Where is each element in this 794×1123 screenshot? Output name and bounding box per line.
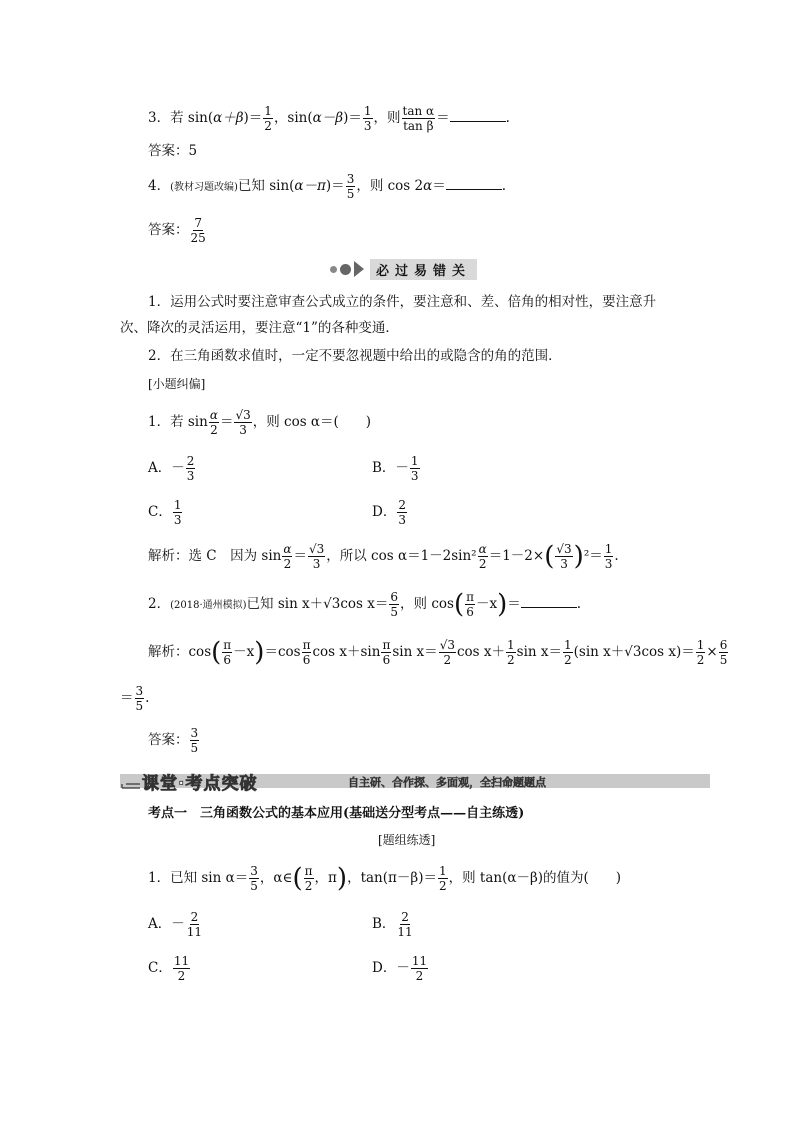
fraction-numerator: 1 [696, 638, 705, 652]
fraction [696, 638, 706, 667]
fraction-denominator: 6 [302, 653, 311, 667]
fraction [222, 638, 232, 667]
exercise-1-option-b[interactable]: B． $\frac{2}{11}$ [372, 910, 413, 939]
answer-4: 答案： $\frac{7}{25}$ [148, 216, 206, 245]
question-3: 3．若 sin(α＋β)＝ $\frac{1}{2}$ ，sin(α－β)＝ $\frac{1}{3}$ ，则 $\frac{\text{tan α}}{\text{tan β}}$ ＝ . [148, 104, 510, 133]
fraction-denominator: 2 [415, 969, 424, 983]
source-tag: (2018·通州模拟) [170, 600, 247, 611]
fraction-numerator: α [283, 542, 292, 556]
fraction-denominator: tan β [403, 119, 434, 133]
parenthesis: ) [254, 637, 265, 668]
option-a[interactable]: A．－ $\frac{2}{3}$ [148, 454, 195, 483]
fraction [302, 638, 312, 667]
parenthesis: ( [211, 637, 222, 668]
fraction-numerator: 1 [363, 104, 372, 118]
fraction [249, 864, 259, 893]
fraction-denominator: 2 [696, 653, 705, 667]
fraction-denominator: 2 [478, 557, 487, 571]
answer-problem-2: 答案： $\frac{3}{5}$ [148, 726, 199, 755]
fraction [439, 638, 456, 667]
fraction-numerator: π [382, 638, 391, 652]
parenthesis: ( [544, 541, 555, 572]
fraction [186, 454, 196, 483]
parenthesis: ( [453, 589, 465, 620]
fraction-denominator: 3 [312, 557, 321, 571]
fraction [381, 638, 391, 667]
exercise-1-option-c[interactable]: C． $\frac{11}{2}$ [148, 954, 190, 983]
fraction-numerator: π [223, 638, 232, 652]
fraction [397, 498, 407, 527]
fraction-numerator: 2 [186, 454, 195, 468]
fraction [346, 172, 356, 201]
fraction-denominator: 2 [177, 969, 186, 983]
fraction [555, 542, 572, 571]
fraction-numerator: 1 [410, 454, 419, 468]
fraction [308, 542, 325, 571]
fraction-denominator: 2 [443, 653, 452, 667]
fraction-denominator: 3 [363, 119, 372, 133]
answer-blank [450, 109, 506, 122]
problem-1: 1．若 sin $\frac{\alpha}{2}$ ＝ $\frac{√3}{3}$ ，则 cos α＝( ) [148, 408, 372, 437]
fraction-numerator: 11 [411, 954, 428, 968]
banner-subtitle: 自主研、合作探、多面观，全扫命题题点 [348, 776, 546, 789]
fraction-denominator: 5 [250, 879, 258, 893]
fraction [465, 590, 475, 619]
fraction [282, 542, 292, 571]
fraction-numerator: 3 [190, 726, 199, 740]
fraction-numerator: 2 [401, 910, 409, 924]
fraction-denominator: 3 [173, 513, 182, 527]
fraction-numerator: 3 [346, 172, 355, 186]
problem-1-solution: 解析：选 C 因为 sin $\frac{\alpha}{2}$ ＝ $\frac{√3}{3}$ ，所以 cos α＝1－2sin² $\frac{\alpha}{2}$ ＝1－2×( $\frac{√3}{3}$ )²＝ $\frac{1}{3}$ . [148, 541, 619, 572]
parenthesis: ( [292, 863, 303, 894]
fraction-denominator: 11 [397, 925, 413, 939]
banner-title: 课堂·考点突破 [142, 774, 258, 794]
fraction-numerator: √3 [556, 542, 572, 556]
answer-blank [521, 595, 577, 608]
note-1-line-2: 次、降次的灵活运用，要注意“1”的各种变通． [120, 320, 399, 336]
fraction-denominator: 11 [186, 925, 203, 939]
tizu-label: [题组练透] [378, 833, 436, 847]
kaodian-title: 考点一 三角函数公式的基本应用(基础送分型考点——自主练透) [148, 806, 525, 821]
fraction [506, 638, 516, 667]
fraction-numerator: 1 [564, 638, 572, 652]
fraction-numerator: α [209, 408, 218, 422]
fraction [263, 104, 273, 133]
fraction-numerator: 2 [398, 498, 406, 512]
fraction-denominator: 2 [283, 557, 292, 571]
problem-2: 2．(2018·通州模拟)已知 sin x＋√3cos x＝ $\frac{6}{5}$ ，则 cos( $\frac{\pi}{6}$ －x)＝ . [148, 589, 582, 620]
fraction-denominator: 3 [604, 557, 613, 571]
source-tag: (教材习题改编) [170, 182, 238, 193]
fraction-denominator: 3 [186, 469, 195, 483]
note-2: 2．在三角函数求值时，一定不要忽视题中给出的或隐含的角的范围． [148, 348, 562, 364]
fraction-denominator: 6 [466, 605, 474, 619]
option-c[interactable]: C． $\frac{1}{3}$ [148, 498, 182, 527]
xiaoti-label: [小题纠偏] [148, 377, 206, 391]
fraction-denominator: 3 [410, 469, 419, 483]
fraction [363, 104, 373, 133]
fraction [234, 408, 251, 437]
fraction-numerator: α [478, 542, 487, 556]
fraction [563, 638, 573, 667]
fraction [135, 684, 145, 713]
fraction-numerator: 1 [173, 498, 182, 512]
question-4: 4．(教材习题改编)已知 sin(α－π)＝ $\frac{3}{5}$ ，则 cos 2α＝ . [148, 172, 507, 201]
exercise-1-option-a[interactable]: A．－ $\frac{2}{11}$ [148, 910, 203, 939]
fraction-numerator: 1 [507, 638, 515, 652]
fraction-numerator: 6 [390, 590, 399, 604]
fraction-numerator: 3 [135, 684, 144, 698]
fraction [304, 864, 314, 893]
fraction [173, 498, 183, 527]
problem-2-solution-line-2: ＝ $\frac{3}{5}$ . [120, 684, 150, 713]
fraction-numerator: 6 [719, 638, 728, 652]
fraction-numerator: 3 [250, 864, 258, 878]
fraction-denominator: 3 [398, 513, 406, 527]
problem-2-solution: 解析：cos( $\frac{\pi}{6}$ －x)＝cos $\frac{\pi}{6}$ cos x＋sin $\frac{\pi}{6}$ sin x＝ $\frac{√3}{2}$ cos x＋ $\frac{1}{2}$ sin x＝ $\frac{1}{2}$ (sin x＋√3cos x)＝ $\frac{1}{2}$ × $\frac{6}{5}$ [148, 637, 728, 668]
answer-3: 答案：5 [148, 143, 198, 159]
fraction [410, 454, 420, 483]
stripe-lines-icon [120, 772, 140, 790]
fraction-numerator: tan α [402, 104, 435, 118]
fraction-numerator: 7 [194, 216, 202, 230]
fraction-numerator: √3 [308, 542, 325, 556]
fraction-denominator: 5 [719, 653, 728, 667]
fraction [190, 726, 200, 755]
fraction-denominator: 5 [190, 741, 199, 755]
fraction [719, 638, 729, 667]
fraction-denominator: 5 [346, 187, 355, 201]
fraction-denominator: 2 [507, 653, 515, 667]
fraction-denominator: 2 [210, 423, 218, 437]
fraction [438, 864, 448, 893]
fraction-numerator: π [302, 638, 311, 652]
fraction [173, 954, 190, 983]
fraction [186, 910, 203, 939]
fraction-denominator: 3 [560, 557, 568, 571]
fraction-numerator: π [466, 590, 474, 604]
fraction [604, 542, 614, 571]
fraction-denominator: 5 [135, 699, 144, 713]
exercise-1-option-d[interactable]: D．－ $\frac{11}{2}$ [372, 954, 428, 983]
fraction-denominator: 2 [304, 879, 313, 893]
section-header [330, 259, 477, 279]
fraction [190, 216, 207, 245]
fraction-denominator: 2 [564, 653, 572, 667]
fraction-numerator: 1 [604, 542, 613, 556]
fraction-numerator: √3 [439, 638, 455, 652]
fraction [209, 408, 219, 437]
option-d[interactable]: D． $\frac{2}{3}$ [372, 498, 406, 527]
fraction-denominator: 2 [438, 879, 447, 893]
fraction-numerator: √3 [235, 408, 251, 422]
fraction-numerator: 1 [438, 864, 447, 878]
exercise-1: 1．已知 sin α＝ $\frac{3}{5}$ ，α∈( $\frac{\pi}{2}$ ，π)，tan(π－β)＝ $\frac{1}{2}$ ，则 tan(α－β)的值为( ) [148, 863, 622, 894]
fraction [411, 954, 428, 983]
parenthesis: ) [573, 541, 584, 572]
fraction-numerator: 1 [264, 104, 272, 118]
dot-dot-arrow-icon [330, 261, 364, 277]
fraction-denominator: 25 [190, 231, 206, 245]
fraction [389, 590, 399, 619]
fraction-denominator: 6 [223, 653, 232, 667]
section-banner [120, 772, 710, 794]
answer-blank [446, 177, 502, 190]
fraction-denominator: 2 [264, 119, 272, 133]
section-title: 必过易错关 [370, 259, 477, 280]
parenthesis: ) [497, 589, 508, 620]
fraction-numerator: π [304, 864, 313, 878]
fraction [396, 910, 413, 939]
fraction-denominator: 3 [239, 423, 247, 437]
fraction [478, 542, 488, 571]
fraction-numerator: 2 [190, 910, 199, 924]
fraction-denominator: 5 [390, 605, 399, 619]
parenthesis: ) [336, 863, 348, 894]
note-1-line-1: 1．运用公式时要注意审查公式成立的条件，要注意和、差、倍角的相对性，要注意升 [148, 294, 657, 310]
option-b[interactable]: B．－ $\frac{1}{3}$ [372, 454, 419, 483]
fraction-numerator: 11 [173, 954, 190, 968]
fraction-denominator: 6 [382, 653, 391, 667]
fraction [402, 104, 436, 133]
